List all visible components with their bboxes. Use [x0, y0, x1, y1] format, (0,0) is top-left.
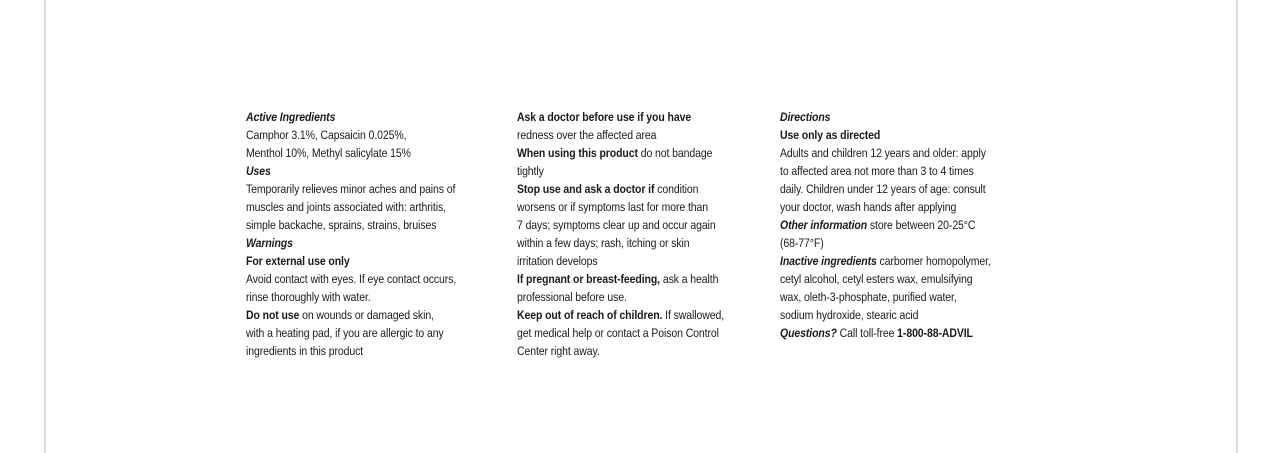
phone-number: 1-800-88-ADVIL [897, 326, 973, 340]
active-line: Camphor 3.1%, Capsaicin 0.025%, [246, 128, 407, 142]
when-using-label: When using this product [517, 146, 638, 160]
do-not-use-line: ingredients in this product [246, 344, 364, 358]
questions-text: Call toll-free [836, 326, 898, 340]
warnings-heading: Warnings [246, 236, 293, 250]
inactive-line: cetyl alcohol, cetyl esters wax, emulsifying [780, 272, 973, 286]
do-not-use-text: on wounds or damaged skin, [299, 308, 434, 322]
do-not-use-line: with a heating pad, if you are allergic to any [246, 326, 444, 340]
do-not-use-line [246, 306, 504, 324]
other-info-line [780, 216, 1042, 234]
questions-heading: Questions? [780, 326, 837, 340]
use-only-as-directed: Use only as directed [780, 128, 881, 142]
other-info-text: store between 20-25°C [867, 218, 976, 232]
stop-use-label: Stop use and ask a doctor if [517, 182, 655, 196]
uses-line: Temporarily relieves minor aches and pains of [246, 182, 456, 196]
directions-line: daily. Children under 12 years of age: consult [780, 182, 986, 196]
avoid-line: Avoid contact with eyes. If eye contact occurs, [246, 272, 457, 286]
stop-use-line: within a few days; rash, itching or skin [517, 236, 690, 250]
stop-use-text: condition [654, 182, 699, 196]
active-ingredients-heading: Active Ingredients [246, 110, 336, 124]
stop-use-line: worsens or if symptoms last for more than [517, 200, 709, 214]
inactive-text: carbomer homopolymer, [876, 254, 991, 268]
avoid-line: rinse thoroughly with water. [246, 290, 371, 304]
keep-out-text: If swallowed, [662, 308, 725, 322]
keep-out-label: Keep out of reach of children. [517, 308, 663, 322]
column-directions-info [780, 108, 1042, 342]
questions-line [780, 324, 1042, 342]
when-using-line [517, 144, 775, 162]
stop-use-line: 7 days; symptoms clear up and occur again [517, 218, 716, 232]
inactive-line: sodium hydroxide, stearic acid [780, 308, 919, 322]
do-not-use-label: Do not use [246, 308, 300, 322]
column-doctor-warnings [517, 108, 775, 360]
stop-use-line [517, 180, 775, 198]
directions-line: to affected area not more than 3 to 4 times [780, 164, 974, 178]
pregnant-label: If pregnant or breast-feeding, [517, 272, 661, 286]
ask-doctor-line: redness over the affected area [517, 128, 657, 142]
directions-line: Adults and children 12 years and older: apply [780, 146, 986, 160]
inactive-line: wax, oleth-3-phosphate, purified water, [780, 290, 957, 304]
inactive-line [780, 252, 1042, 270]
directions-heading: Directions [780, 110, 831, 124]
keep-out-line: Center right away. [517, 344, 600, 358]
pregnant-line: professional before use. [517, 290, 627, 304]
active-line: Menthol 10%, Methyl salicylate 15% [246, 146, 411, 160]
stop-use-line: irritation develops [517, 254, 598, 268]
uses-heading: Uses [246, 164, 271, 178]
external-use-heading: For external use only [246, 254, 350, 268]
directions-line: your doctor, wash hands after applying [780, 200, 957, 214]
when-using-line: tightly [517, 164, 544, 178]
column-active-uses-warnings [246, 108, 504, 360]
pregnant-line [517, 270, 775, 288]
when-using-text: do not bandage [637, 146, 713, 160]
ask-doctor-heading: Ask a doctor before use if you have [517, 110, 692, 124]
uses-line: muscles and joints associated with: arthritis, [246, 200, 446, 214]
pregnant-text: ask a health [660, 272, 719, 286]
other-info-line: (68-77°F) [780, 236, 824, 250]
other-info-heading: Other information [780, 218, 868, 232]
keep-out-line: get medical help or contact a Poison Control [517, 326, 719, 340]
inactive-heading: Inactive ingredients [780, 254, 877, 268]
uses-line: simple backache, sprains, strains, bruises [246, 218, 437, 232]
keep-out-line [517, 306, 775, 324]
